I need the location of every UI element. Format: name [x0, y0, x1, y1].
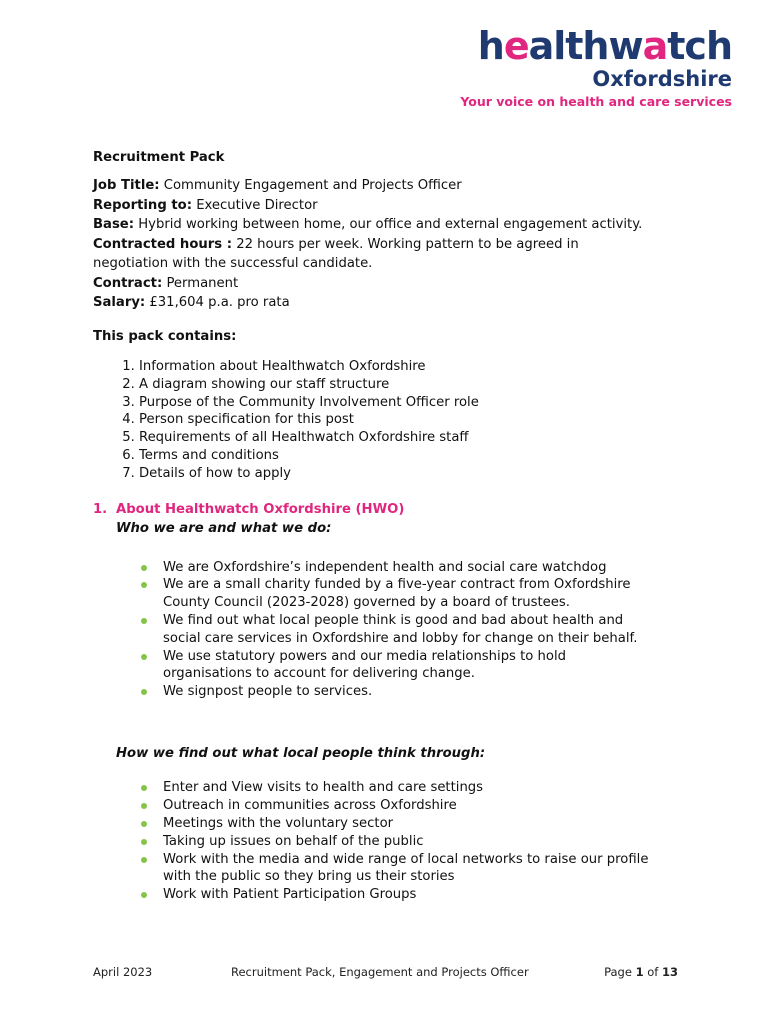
- footer-page-number: Page 1 of 13: [604, 965, 678, 979]
- logo-region: Oxfordshire: [592, 67, 732, 91]
- section-subheading: Who we are and what we do:: [116, 521, 332, 537]
- list-item: We are a small charity funded by a five-year contract from Oxfordshire County Council (2023-2028) governed by a board of trustees.: [163, 576, 653, 612]
- contents-item: 6. Terms and conditions: [139, 447, 653, 465]
- contents-item: 4. Person specification for this post: [139, 411, 653, 429]
- bullet-icon: [141, 821, 147, 827]
- salary-field: Salary: £31,604 p.a. pro rata: [93, 295, 290, 310]
- document-title: Recruitment Pack: [93, 150, 225, 165]
- reporting-field: Reporting to: Executive Director: [93, 197, 318, 213]
- bullet-icon: [141, 565, 147, 571]
- hours-field: Contracted hours : 22 hours per week. Working pattern to be agreed in negotiation with the successful candidate.: [93, 236, 579, 271]
- contents-item: 3. Purpose of the Community Involvement Officer role: [139, 394, 653, 412]
- logo-wordmark: healthwatch: [477, 24, 732, 68]
- footer-document-name: Recruitment Pack, Engagement and Projects Officer: [231, 965, 529, 979]
- bullet-icon: [141, 689, 147, 695]
- bullet-icon: [141, 857, 147, 863]
- who-we-are-list: [93, 559, 653, 701]
- bullet-icon: [141, 839, 147, 845]
- contents-heading: This pack contains:: [93, 328, 237, 344]
- section-subheading-2: How we find out what local people think through:: [116, 745, 486, 761]
- list-item: Work with Patient Participation Groups: [163, 886, 653, 904]
- list-item: Taking up issues on behalf of the public: [163, 833, 653, 851]
- bullet-icon: [141, 803, 147, 809]
- list-item: Work with the media and wide range of local networks to raise our profile with the public so they bring us their stories: [163, 851, 653, 887]
- list-item: Outreach in communities across Oxfordshire: [163, 797, 653, 815]
- find-out-list: [93, 779, 653, 904]
- job-title-field: Job Title: Community Engagement and Projects Officer: [93, 178, 462, 193]
- footer-date: April 2023: [93, 965, 153, 979]
- section-heading: 1. About Healthwatch Oxfordshire (HWO): [93, 501, 405, 517]
- list-item: Meetings with the voluntary sector: [163, 815, 653, 833]
- contents-item: 2. A diagram showing our staff structure: [139, 376, 653, 394]
- contents-list: [93, 358, 653, 483]
- contents-item: 1. Information about Healthwatch Oxfordshire: [139, 358, 653, 376]
- base-field: Base: Hybrid working between home, our office and external engagement activity.: [93, 217, 643, 232]
- list-item: We are Oxfordshire’s independent health and social care watchdog: [163, 559, 653, 577]
- contents-item: 7. Details of how to apply: [139, 465, 653, 483]
- contract-field: Contract: Permanent: [93, 275, 239, 291]
- list-item: We signpost people to services.: [163, 683, 653, 701]
- logo-tagline: Your voice on health and care services: [460, 94, 732, 109]
- healthwatch-logo: [460, 26, 732, 112]
- list-item: We use statutory powers and our media relationships to hold organisations to account for delivering change.: [163, 648, 653, 684]
- bullet-icon: [141, 618, 147, 624]
- bullet-icon: [141, 654, 147, 660]
- list-item: We find out what local people think is good and bad about health and social care services in Oxfordshire and lobby for change on their behalf.: [163, 612, 653, 648]
- contents-item: 5. Requirements of all Healthwatch Oxfordshire staff: [139, 429, 653, 447]
- bullet-icon: [141, 582, 147, 588]
- bullet-icon: [141, 892, 147, 898]
- list-item: Enter and View visits to health and care settings: [163, 779, 653, 797]
- document-body: [93, 148, 653, 904]
- bullet-icon: [141, 785, 147, 791]
